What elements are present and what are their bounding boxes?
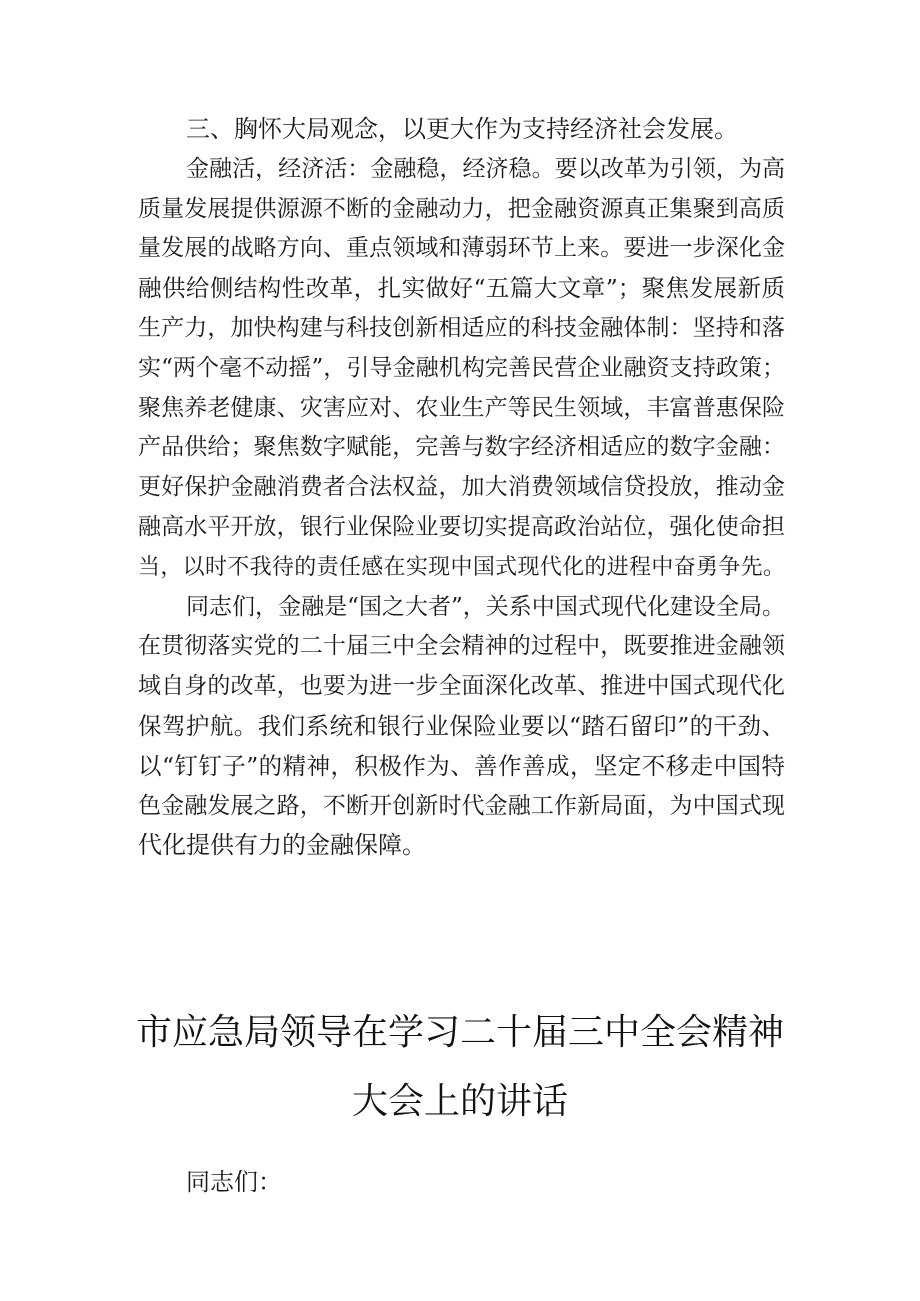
paragraph-1-line: 质量发展提供源源不断的金融动力，把金融资源真正集聚到高质	[138, 195, 785, 222]
paragraph-2-line: 以“钉钉子”的精神，积极作为、善作善成，坚定不移走中国特	[138, 751, 785, 780]
paragraph-2-line: 在贯彻落实党的二十届三中全会精神的过程中，既要推进金融领	[138, 633, 785, 660]
paragraph-1-line: 产品供给；聚焦数字赋能，完善与数字经济相适应的数字金融：	[138, 434, 785, 461]
paragraph-1-line: 融高水平开放，银行业保险业要切实提高政治站位，强化使命担	[138, 513, 785, 540]
section-heading: 三、胸怀大局观念，以更大作为支持经济社会发展。	[186, 115, 738, 143]
paragraph-2-line: 域自身的改革，也要为进一步全面深化改革、推进中国式现代化	[138, 673, 785, 700]
salutation: 同志们：	[186, 1168, 282, 1196]
document-title-line-1: 市应急局领导在学习二十届三中全会精神	[135, 1012, 784, 1053]
paragraph-2-line: 同志们，金融是“国之大者”，关系中国式现代化建设全局。	[186, 593, 785, 620]
paragraph-2-line: 代化提供有力的金融保障。	[138, 831, 426, 860]
paragraph-1-line: 融供给侧结构性改革，扎实做好“五篇大文章”；聚焦发展新质	[138, 274, 785, 303]
paragraph-1-line: 当，以时不我待的责任感在实现中国式现代化的进程中奋勇争先。	[138, 554, 785, 580]
paragraph-2-line: 色金融发展之路，不断开创新时代金融工作新局面，为中国式现	[138, 792, 785, 819]
paragraph-1-line: 聚焦养老健康、灾害应对、农业生产等民生领域，丰富普惠保险	[138, 394, 785, 421]
paragraph-1-line: 实“两个毫不动摇”，引导金融机构完善民营企业融资支持政策；	[138, 354, 785, 381]
paragraph-2-line: 保驾护航。我们系统和银行业保险业要以“踏石留印”的干劲、	[138, 711, 785, 740]
paragraph-1-line: 更好保护金融消费者合法权益，加大消费领域信贷投放，推动金	[138, 474, 785, 501]
paragraph-1-line: 金融活，经济活：金融稳，经济稳。要以改革为引领，为高	[186, 155, 785, 182]
paragraph-1-line: 生产力，加快构建与科技创新相适应的科技金融体制：坚持和落	[138, 314, 785, 341]
document-title-line-2: 大会上的讲话	[351, 1081, 568, 1122]
body-text	[138, 110, 785, 866]
paragraph-1-line: 量发展的战略方向、重点领域和薄弱环节上来。要进一步深化金	[138, 235, 785, 262]
